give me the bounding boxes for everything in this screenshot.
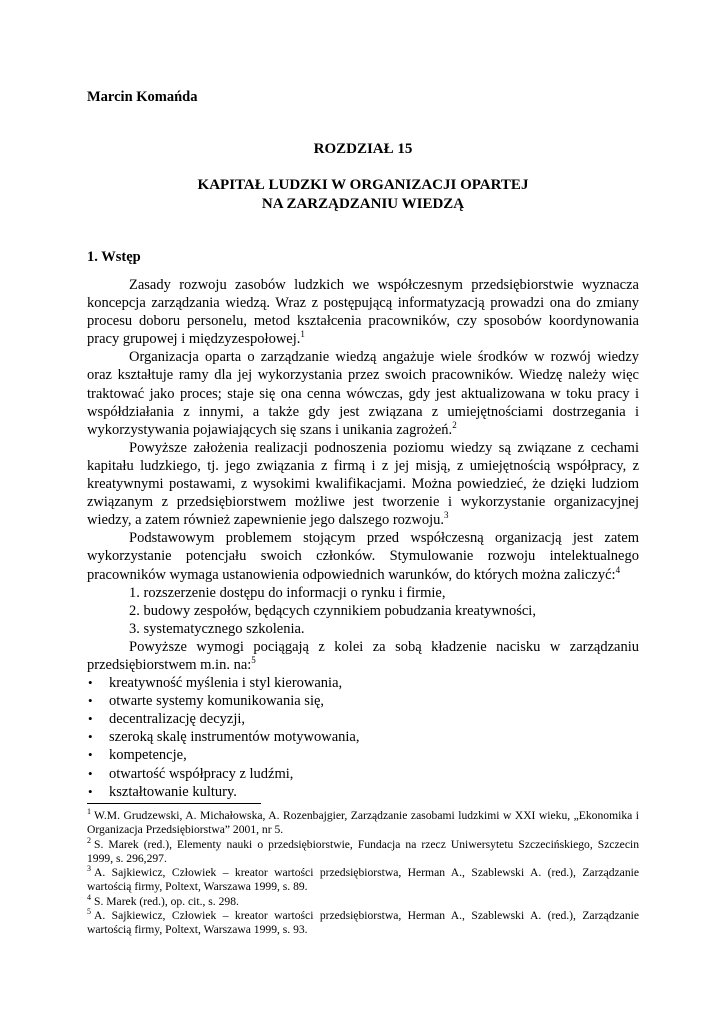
paragraph xyxy=(87,638,639,674)
paragraph xyxy=(87,348,639,438)
footnote xyxy=(87,809,639,838)
bullet-text: kreatywność myślenia i styl kierowania, xyxy=(109,675,343,692)
footnote-ref: 2 xyxy=(452,419,457,430)
bullet-text: kompetencje, xyxy=(109,747,187,764)
bullet-icon: • xyxy=(88,765,93,781)
numbered-list-item: 1. rozszerzenie dostępu do informacji o rynku i firmie, xyxy=(129,584,446,601)
bullet-list-item xyxy=(87,783,639,801)
footnote xyxy=(87,866,639,895)
bullet-text: decentralizację decyzji, xyxy=(109,711,246,728)
footnote-number: 1 xyxy=(87,807,91,816)
numbered-list xyxy=(87,584,639,638)
bullet-icon: • xyxy=(88,675,93,691)
bullet-list-item xyxy=(87,765,639,783)
bullet-list xyxy=(87,674,639,801)
bullet-icon: • xyxy=(88,783,93,799)
bullet-list-item xyxy=(87,674,639,692)
body-text xyxy=(87,276,639,801)
paragraph-text: Powyższe wymogi pociągają z kolei za sobą kładzenie nacisku w zarządzaniu przedsiębiorstwem m.in. na: xyxy=(87,638,639,673)
footnote-text: W.M. Grudzewski, A. Michałowska, A. Rozenbajgier, Zarządzanie zasobami ludzkimi w XXI wieku, „Ekonomika i Organizacja Przedsiębiorstwa” 2001, nr 5. xyxy=(87,809,639,837)
footnote-text: S. Marek (red.), Elementy nauki o przedsiębiorstwie, Fundacja na rzecz Uniwersytetu Szczecińskiego, Szczecin 1999, s. 296,297. xyxy=(87,837,639,865)
numbered-list-item: 2. budowy zespołów, będących czynnikiem pobudzania kreatywności, xyxy=(129,602,536,619)
footnote xyxy=(87,909,639,938)
chapter-title xyxy=(87,176,639,214)
footnote-number: 3 xyxy=(87,864,91,874)
paragraph-text: Zasady rozwoju zasobów ludzkich we współczesnym przedsiębiorstwie wyznacza koncepcja zarządzania wiedzą. Wraz z postępującą informatyzacją prowadzi ona do zmiany procesu doboru personelu, metod kształcenia pracowników, czy sposobów koordynowania pracy grupowej i międzyzespołowej. xyxy=(87,277,639,348)
bullet-text: otwarte systemy komunikowania się, xyxy=(109,693,325,710)
chapter-title-line: KAPITAŁ LUDZKI W ORGANIZACJI OPARTEJ xyxy=(197,177,529,193)
footnote-ref: 3 xyxy=(443,510,449,521)
bullet-text: kształtowanie kultury. xyxy=(109,783,237,800)
footnote xyxy=(87,835,639,867)
footnote-text: A. Sajkiewicz, Człowiek – kreator wartości przedsiębiorstwa, Herman A., Szablewski A. (red.), Zarządzanie wartością firmy, Poltext, Warszawa 1999, s. 93. xyxy=(87,909,639,937)
footnote-number: 4 xyxy=(87,892,91,902)
bullet-icon: • xyxy=(88,693,93,709)
footnotes xyxy=(87,809,639,938)
bullet-text: szeroką skalę instrumentów motywowania, xyxy=(109,729,360,746)
footnote-ref: 1 xyxy=(300,329,305,340)
chapter-title-line: NA ZARZĄDZANIU WIEDZĄ xyxy=(261,196,465,212)
bullet-icon: • xyxy=(88,729,93,745)
section-heading: 1. Wstęp xyxy=(87,249,141,265)
footnote-ref: 5 xyxy=(251,654,256,665)
paragraph xyxy=(87,439,639,529)
footnote-text: S. Marek (red.), op. cit., s. 298. xyxy=(94,894,239,908)
paragraph xyxy=(87,276,639,348)
paragraph-text: Podstawowym problemem stojącym przed współczesną organizacją jest zatem wykorzystanie potencjału swoich członków. Stymulowanie rozwoju intelektualnego pracowników wymaga ustanowienia odpowiednich warunków, do których można zaliczyć: xyxy=(87,530,639,583)
paragraph-text: Organizacja oparta o zarządzanie wiedzą angażuje wiele środków w rozwój wiedzy oraz kształtuje ramy dla jej wykorzystania przez swoich pracowników. Wiedzę należy więc traktować jako proces; staje się ona cenna wówczas, gdy jest aktualizowana w toku pracy i współdziałania z innymi, a także gdy jest związana z umiejętnościami dostrzegania i wykorzystywania pojawiających się szans i unikania zagrożeń. xyxy=(87,349,639,438)
footnote-number: 2 xyxy=(87,835,91,845)
chapter-heading: ROZDZIAŁ 15 xyxy=(313,141,413,157)
bullet-list-item xyxy=(87,746,639,764)
footnote-number: 5 xyxy=(87,907,91,917)
footnote xyxy=(87,892,639,909)
footnote-separator xyxy=(87,803,261,804)
bullet-icon: • xyxy=(88,747,93,763)
author-name: Marcin Komańda xyxy=(87,89,198,105)
paragraph xyxy=(87,529,639,583)
bullet-list-item xyxy=(87,728,639,746)
bullet-list-item xyxy=(87,692,639,710)
bullet-icon: • xyxy=(88,711,93,727)
bullet-list-item xyxy=(87,710,639,728)
paragraph-text: Powyższe założenia realizacji podnoszenia poziomu wiedzy są związane z cechami kapitału ludzkiego, tj. jego związania z firmą i z jej misją, z umiejętnością współpracy, z kreatywnymi postawami, z wysokimi kwalifikacjami. Można powiedzieć, że dzięki ludziom związanym z przedsiębiorstwem możliwe jest tworzenie i wykorzystanie organizacyjnej wiedzy, a zatem również zapewnienie jego dalszego rozwoju. xyxy=(87,439,639,529)
numbered-list-item: 3. systematycznego szkolenia. xyxy=(129,620,305,637)
footnote-ref: 4 xyxy=(615,564,621,575)
bullet-text: otwartość współpracy z ludźmi, xyxy=(109,765,294,782)
footnote-text: A. Sajkiewicz, Człowiek – kreator wartości przedsiębiorstwa, Herman A., Szablewski A. (red.), Zarządzanie wartością firmy, Poltext, Warszawa 1999, s. 89. xyxy=(87,866,639,894)
